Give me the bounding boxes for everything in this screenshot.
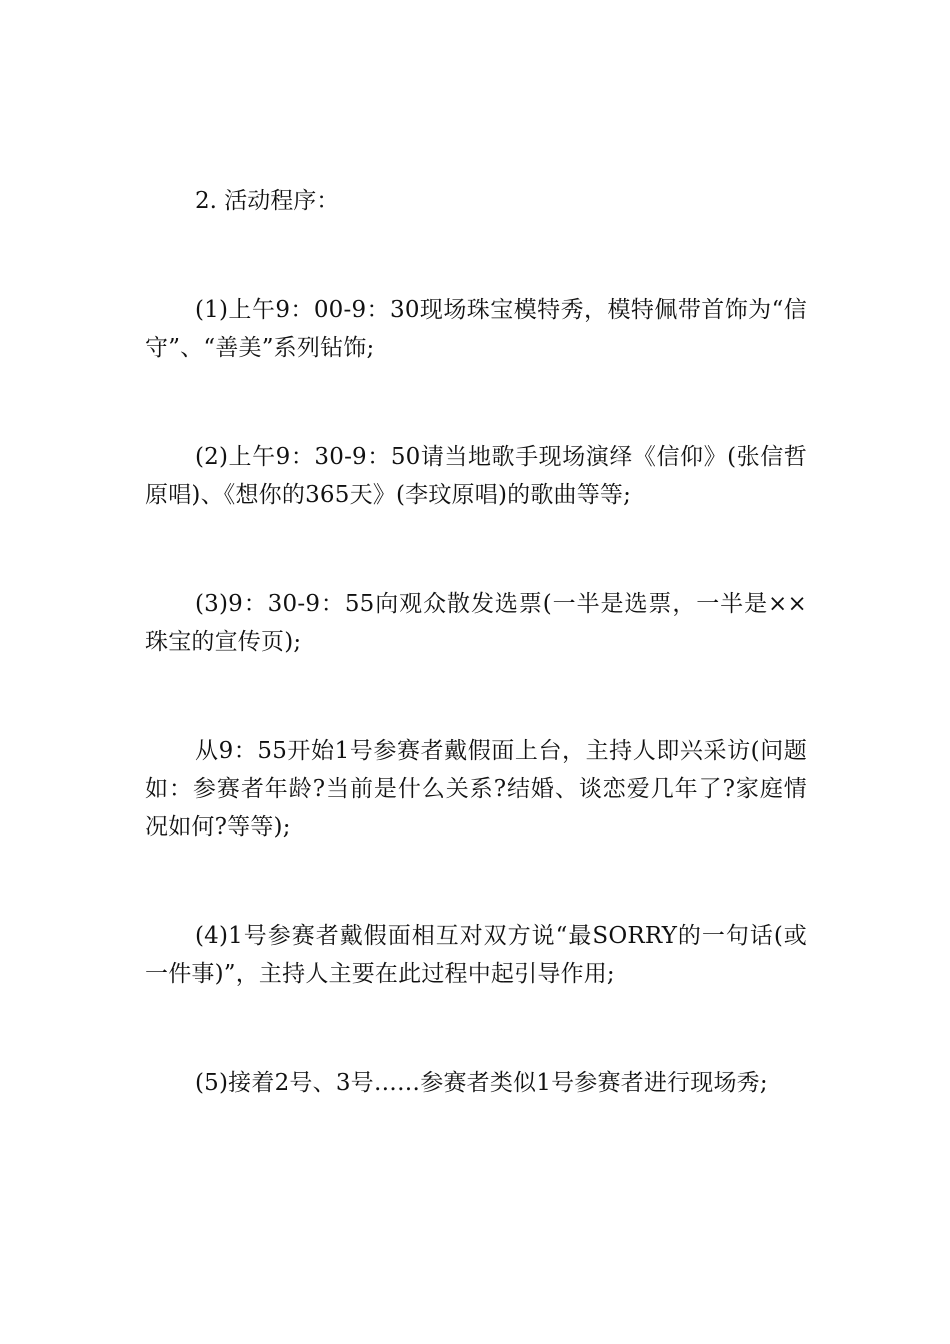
document-body: [145, 182, 807, 1173]
paragraph-3: (3)9：30-9：55向观众散发选票(一半是选票，一半是××珠宝的宣传页);: [145, 591, 807, 655]
paragraph-5: (4)1号参赛者戴假面相互对双方说“最SORRY的一句话(或一件事)”，主持人主要在此过程中起引导作用;: [145, 923, 807, 987]
section-heading: 2. 活动程序：: [195, 188, 340, 214]
paragraph-6: (5)接着2号、3号……参赛者类似1号参赛者进行现场秀;: [195, 1070, 768, 1096]
paragraph-2: (2)上午9：30-9：50请当地歌手现场演绎《信仰》(张信哲原唱)、《想你的365天》(李玟原唱)的歌曲等等;: [145, 444, 807, 508]
paragraph-1: (1)上午9：00-9：30现场珠宝模特秀，模特佩带首饰为“信守”、“善美”系列钻饰;: [145, 297, 807, 361]
paragraph-4: 从9：55开始1号参赛者戴假面上台，主持人即兴采访(问题如：参赛者年龄?当前是什么关系?结婚、谈恋爱几年了?家庭情况如何?等等);: [145, 738, 807, 840]
